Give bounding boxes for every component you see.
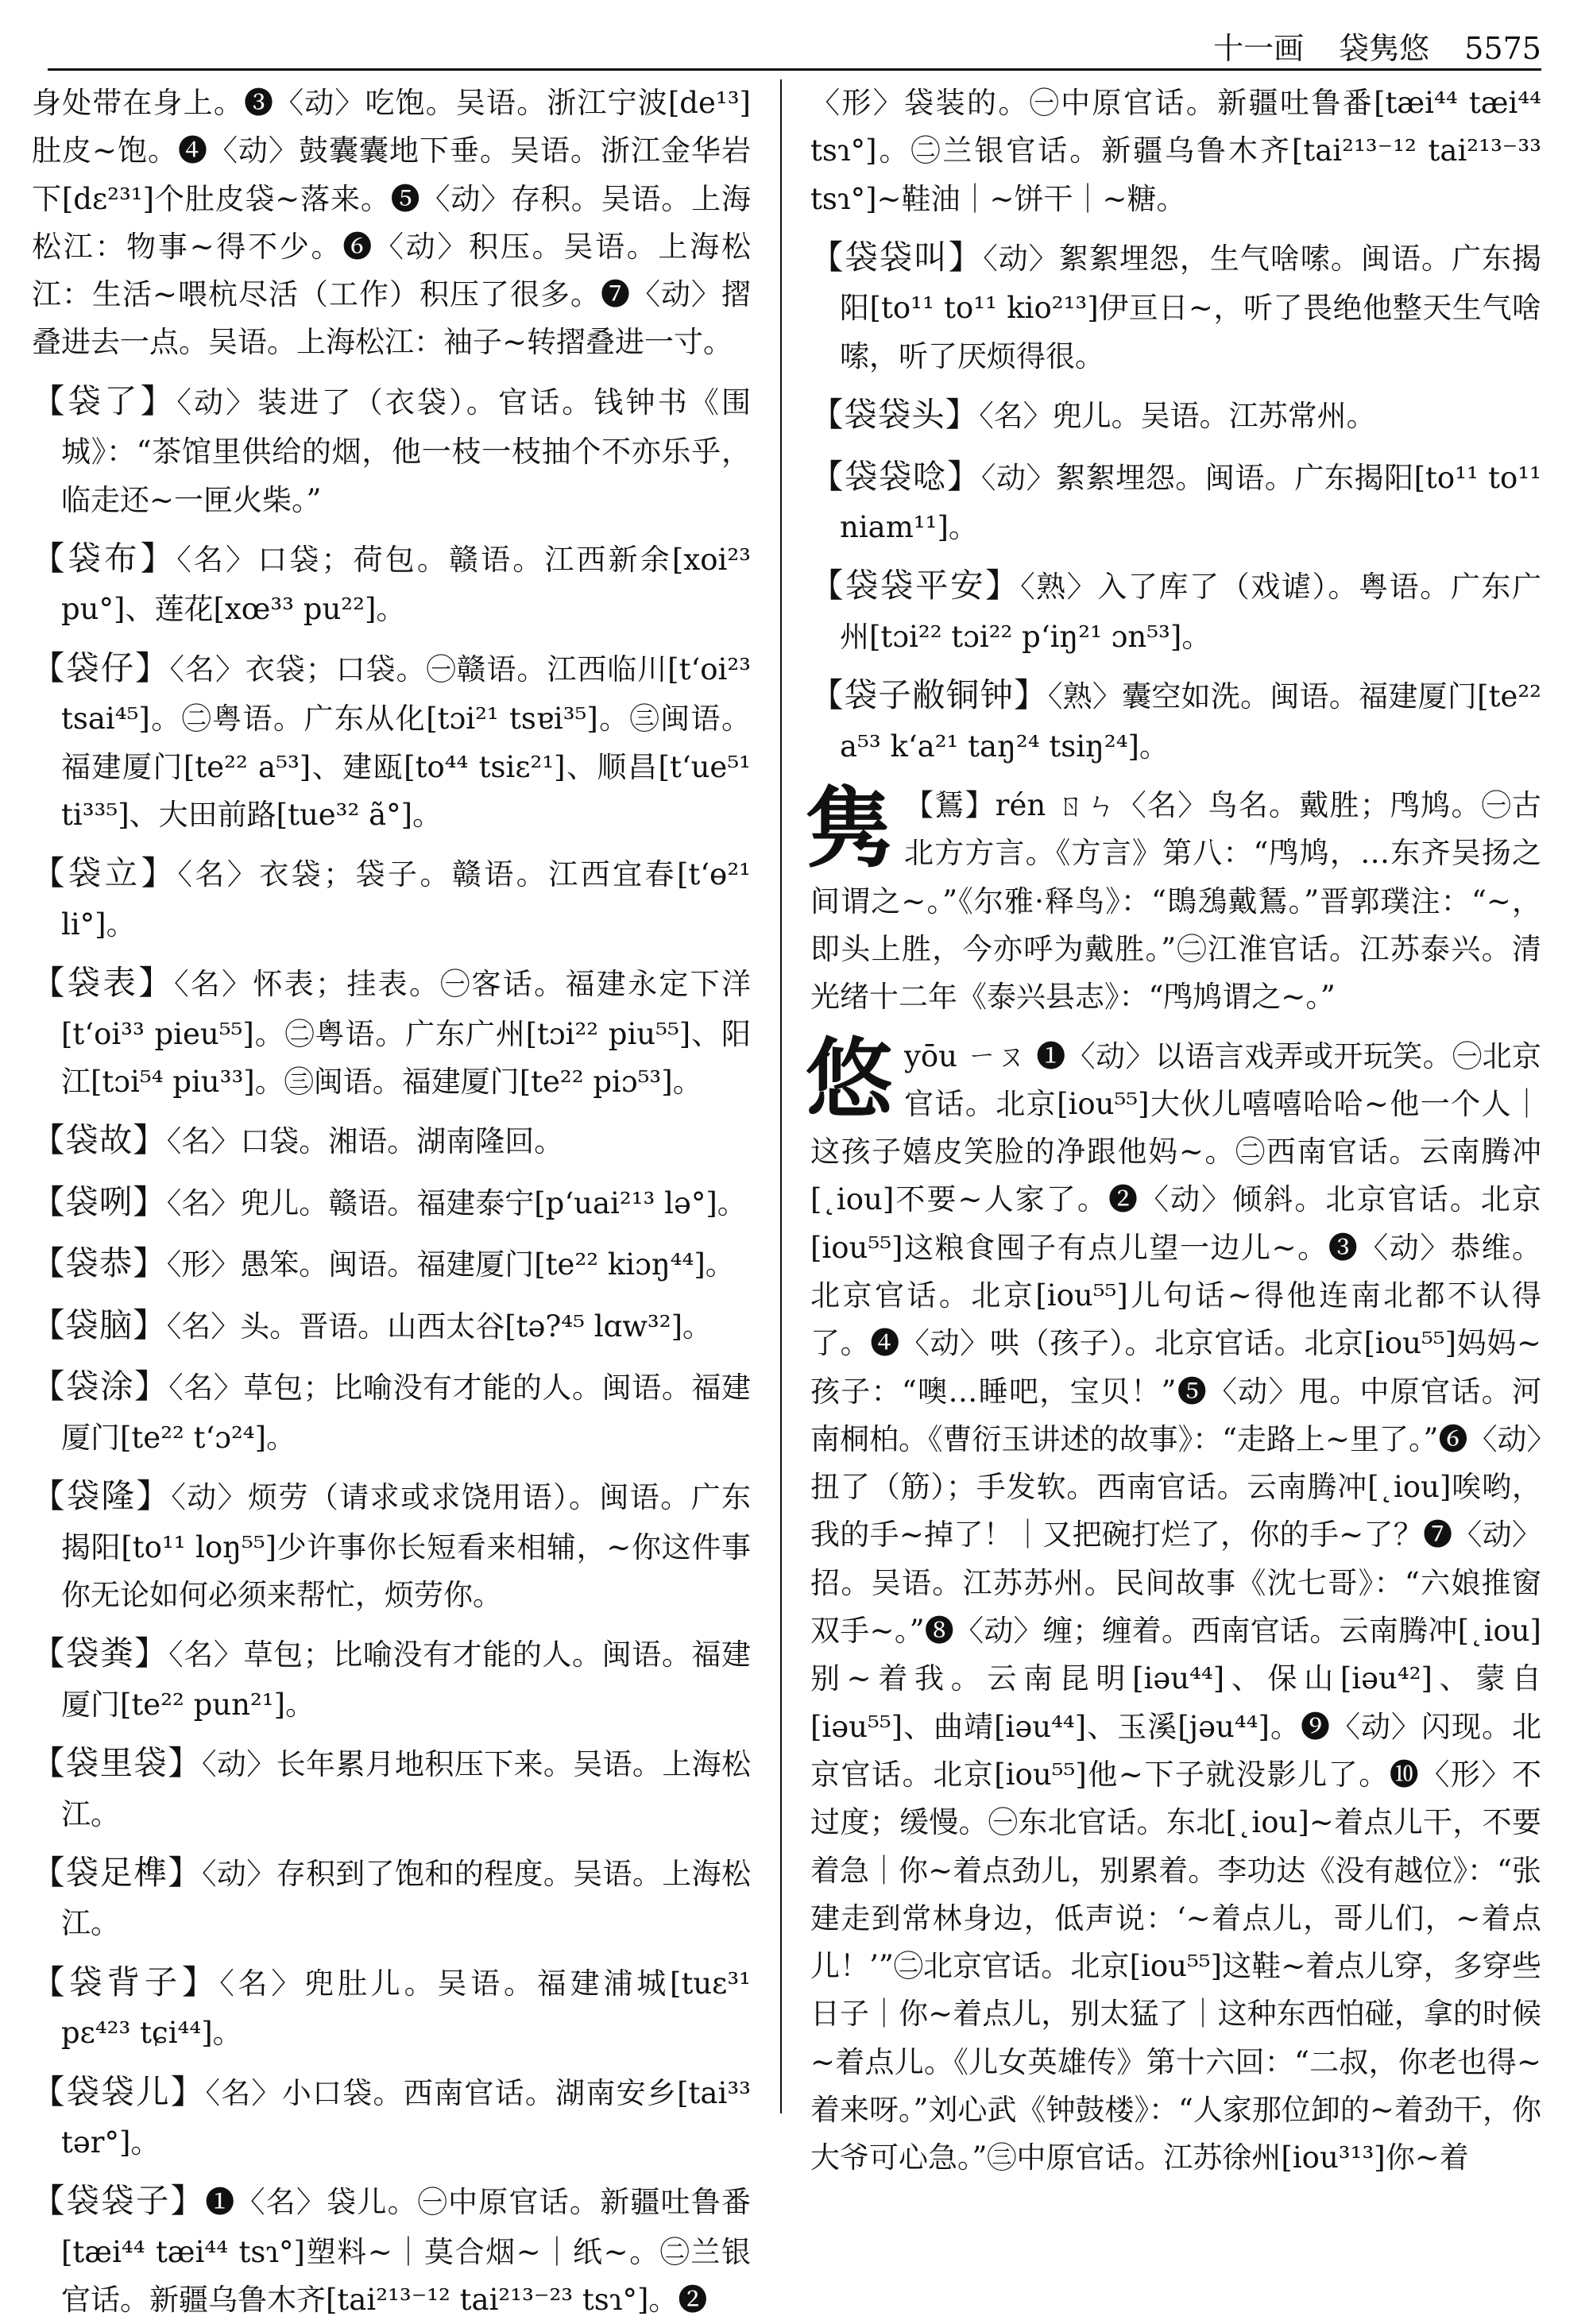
headword: 【袋袋唸】 bbox=[810, 457, 981, 496]
entry-text: 〈名〉衣袋；袋子。赣语。江西宜春[t‘ɵ²¹ li°]。 bbox=[61, 857, 751, 942]
dictionary-entry bbox=[32, 1846, 751, 1948]
entry-text: 〈动〉长年累月地积压下来。吴语。上海松江。 bbox=[61, 1747, 752, 1831]
entry-text: 〈动〉絮絮埋怨。闽语。广东揭阳[to¹¹ to¹¹ niam¹¹]。 bbox=[840, 460, 1541, 545]
dictionary-entry bbox=[32, 375, 751, 524]
entry-text: 〈形〉袋装的。㊀中原官话。新疆吐鲁番[tæi⁴⁴ tæi⁴⁴ tsɿ°]。㊁兰银官话。新疆乌鲁木齐[tai²¹³⁻¹² tai²¹³⁻³³ tsɿ°]~鞋油｜~饼干｜~糖。 bbox=[810, 86, 1541, 216]
dictionary-entry bbox=[32, 1176, 751, 1230]
headword: 【袋立】 bbox=[32, 854, 178, 893]
headword: 【袋里袋】 bbox=[32, 1744, 202, 1783]
entry-text: 〈名〉草包；比喻没有才能的人。闽语。福建厦门[te²² t‘ɔ²⁴]。 bbox=[61, 1371, 752, 1455]
entry-text: 〈动〉装进了（衣袋）。官话。钱钟书《围城》：“茶馆里供给的烟，他一枝一枝抽个不亦乐乎，临走还~一匣火柴。” bbox=[61, 385, 752, 517]
header-section: 十一画 bbox=[1213, 31, 1305, 66]
entry-text: 〈动〉絮絮埋怨，生气啥嗦。闽语。广东揭阳[to¹¹ to¹¹ kio²¹³]伊亘日~，听了畏绝他整天生气啥嗦，听了厌烦得很。 bbox=[840, 241, 1542, 373]
dictionary-entry bbox=[32, 2175, 751, 2324]
headword: 【袋脑】 bbox=[32, 1305, 167, 1344]
entry-text: 【鵟】rén ㄖㄣ〈名〉鸟名。戴胜；鸤鸠。㊀古北方方言。《方言》第八：“鸤鸠，…东齐吴扬之间谓之~。”《尔雅·释鸟》：“鵖鴔戴鵟。”晋郭璞注：“~，即头上胜，今亦呼为戴胜。”㊁江淮官话。江苏泰兴。清光绪十二年《泰兴县志》：“鸤鸠谓之~。” bbox=[810, 788, 1541, 1015]
headword: 【袋袋平安】 bbox=[810, 566, 1021, 605]
headword: 【袋袋叫】 bbox=[810, 238, 984, 276]
character-entry bbox=[806, 1027, 1541, 2183]
entry-text: 〈名〉兜儿。吴语。江苏常州。 bbox=[979, 399, 1376, 434]
headword: 【袋咧】 bbox=[32, 1182, 167, 1221]
entry-text: 〈名〉怀表；挂表。㊀客话。福建永定下洋[t‘oi³³ pieu⁵⁵]。㊁粤语。广东广州[tɔi²² piu⁵⁵]、阳江[tɔi⁵⁴ piu³³]。㊂闽语。福建厦门[te²² piɔ⁵³]。 bbox=[61, 966, 752, 1099]
entry-text: 〈名〉口袋。湘语。湖南隆回。 bbox=[166, 1124, 564, 1159]
dictionary-entry bbox=[32, 1114, 751, 1168]
header-chars: 袋隽悠 bbox=[1339, 31, 1430, 66]
dictionary-entry bbox=[810, 231, 1541, 381]
headword: 【袋表】 bbox=[32, 963, 174, 1002]
headword: 【袋袋子】 bbox=[32, 2182, 206, 2221]
headword: 【袋粪】 bbox=[32, 1634, 169, 1673]
entry-text: 〈形〉愚笨。闽语。福建厦门[te²² kiɔŋ⁴⁴]。 bbox=[166, 1247, 735, 1282]
entry-text: 〈熟〉入了库了（戏谑）。粤语。广东广州[tɔi²² tɔi²² p‘iŋ²¹ ɔn⁵³]。 bbox=[840, 570, 1542, 654]
column-divider bbox=[780, 79, 782, 2113]
dictionary-entry bbox=[810, 669, 1541, 771]
dictionary-entry bbox=[810, 79, 1541, 223]
dictionary-entry bbox=[32, 79, 751, 367]
head-character: 隽 bbox=[806, 777, 893, 880]
headword: 【袋子敝铜钟】 bbox=[810, 676, 1048, 715]
page-number: 5575 bbox=[1464, 31, 1541, 66]
dictionary-entry bbox=[32, 1737, 751, 1839]
character-entry bbox=[806, 777, 1541, 1021]
entry-text: ❶〈名〉袋儿。㊀中原官话。新疆吐鲁番[tæi⁴⁴ tæi⁴⁴ tsɿ°]塑料~｜莫合烟~｜纸~。㊁兰银官话。新疆乌鲁木齐[tai²¹³⁻¹² tai²¹³⁻²³ tsɿ°]。❷ bbox=[61, 2185, 751, 2318]
dictionary-entry bbox=[810, 450, 1541, 552]
headword: 【袋袋儿】 bbox=[32, 2072, 206, 2111]
left-column bbox=[32, 79, 752, 2318]
dictionary-entry bbox=[32, 1299, 751, 1353]
headword: 【袋背子】 bbox=[32, 1962, 220, 2001]
head-character: 悠 bbox=[806, 1027, 893, 1131]
dictionary-entry bbox=[32, 1470, 751, 1619]
entry-text: 〈动〉存积到了饱和的程度。吴语。上海松江。 bbox=[61, 1856, 752, 1941]
headword: 【袋仔】 bbox=[32, 648, 170, 687]
headword: 【袋了】 bbox=[32, 381, 177, 420]
header-rule bbox=[48, 68, 1541, 71]
dictionary-entry bbox=[32, 642, 751, 839]
entry-text: 〈名〉口袋；荷包。赣语。江西新余[xoi²³ pu°]、莲花[xœ³³ pu²²]。 bbox=[61, 542, 752, 627]
dictionary-entry bbox=[810, 559, 1541, 661]
dictionary-entry bbox=[32, 847, 751, 949]
headword: 【袋故】 bbox=[32, 1121, 167, 1160]
dictionary-entry bbox=[32, 2066, 751, 2167]
entry-text: 身处带在身上。❸〈动〉吃饱。吴语。浙江宁波[de¹³]肚皮~饱。❹〈动〉鼓囊囊地下垂。吴语。浙江金华岩下[dɛ²³¹]个肚皮袋~落来。❺〈动〉存积。吴语。上海松江：物事~得不少。❻〈动〉积压。吴语。上海松江：生活~喂杭尽活（工作）积压了很多。❼〈动〉摺叠进去一点。吴语。上海松江：袖子~转摺叠进一寸。 bbox=[32, 86, 751, 360]
dictionary-entry bbox=[32, 532, 751, 634]
entry-text: 〈熟〉囊空如洗。闽语。福建厦门[te²² a⁵³ k‘a²¹ taŋ²⁴ tsiŋ²⁴]。 bbox=[840, 679, 1542, 764]
dictionary-entry bbox=[32, 1956, 751, 2058]
headword: 【袋袋头】 bbox=[810, 396, 980, 435]
dictionary-entry bbox=[32, 1627, 751, 1729]
dictionary-entry bbox=[32, 957, 751, 1106]
entry-text: 〈名〉草包；比喻没有才能的人。闽语。福建厦门[te²² pun²¹]。 bbox=[61, 1638, 752, 1722]
entry-text: 〈名〉小口袋。西南官话。湖南安乡[tai³³ tər°]。 bbox=[61, 2075, 751, 2160]
headword: 【袋足榫】 bbox=[32, 1853, 202, 1892]
headword: 【袋恭】 bbox=[32, 1244, 167, 1283]
right-column bbox=[806, 79, 1542, 2175]
dictionary-entry bbox=[810, 389, 1541, 443]
headword: 【袋隆】 bbox=[32, 1477, 172, 1516]
dictionary-entry bbox=[32, 1237, 751, 1291]
headword: 【袋涂】 bbox=[32, 1367, 169, 1406]
entry-text: 〈动〉烦劳（请求或求饶用语）。闽语。广东揭阳[to¹¹ loŋ⁵⁵]少许事你长短看来相辅，~你这件事你无论如何必须来帮忙，烦劳你。 bbox=[61, 1480, 751, 1612]
entry-text: 〈名〉衣袋；口袋。㊀赣语。江西临川[t‘oi²³ tsai⁴⁵]。㊁粤语。广东从化[tɔi²¹ tsɐi³⁵]。㊂闽语。福建厦门[te²² a⁵³]、建瓯[to⁴⁴ tsiɛ²¹]、顺昌[t‘ue⁵¹ ti³³⁵]、大田前路[tue³² ã°]。 bbox=[61, 652, 751, 832]
entry-text: 〈名〉兜儿。赣语。福建泰宁[p‘uai²¹³ lə°]。 bbox=[166, 1185, 747, 1220]
headword: 【袋布】 bbox=[32, 539, 177, 578]
dictionary-entry bbox=[32, 1360, 751, 1462]
entry-text: 〈名〉头。晋语。山西太谷[tə?⁴⁵ lɑw³²]。 bbox=[166, 1309, 713, 1344]
entry-text: 〈名〉兜肚儿。吴语。福建浦城[tuɛ³¹ pɛ⁴²³ tɕi⁴⁴]。 bbox=[61, 1966, 752, 2051]
entry-text: yōu ㄧㄡ ❶〈动〉以语言戏弄或开玩笑。㊀北京官话。北京[iou⁵⁵]大伙儿嘻嘻哈哈~他一个人｜这孩子嬉皮笑脸的净跟他妈~。㊁西南官话。云南腾冲[˛iou]不要~人家了。❷〈动〉倾斜。北京官话。北京[iou⁵⁵]这粮食囤子有点儿望一边儿~。❸〈动〉恭维。北京官话。北京[iou⁵⁵]儿句话~得他连南北都不认得了。❹〈动〉哄（孩子）。北京官话。北京[iou⁵⁵]妈妈~孩子：“噢…睡吧，宝贝！”❺〈动〉甩。中原官话。河南桐柏。《曹衍玉讲述的故事》：“走路上~里了。”❻〈动〉扭了（筋）；手发软。西南官话。云南腾冲[˛iou]唉哟，我的手~掉了！｜又把碗打烂了，你的手~了？❼〈动〉招。吴语。江苏苏州。民间故事《沈七哥》：“六娘推窗双手~。”❽〈动〉缠；缠着。西南官话。云南腾冲[˛iou]别~着我。云南昆明[iəu⁴⁴]、保山[iəu⁴²]、蒙自[iəu⁵⁵]、曲靖[iəu⁴⁴]、玉溪[jəu⁴⁴]。❾〈动〉闪现。北京官话。北京[iou⁵⁵]他~下子就没影儿了。❿〈形〉不过度；缓慢。㊀东北官话。东北[˛iou]~着点儿干，不要着急｜你~着点劲儿，别累着。李功达《没有越位》：“张建走到常林身边，低声说：‘~着点儿，哥儿们，~着点儿！’”㊁北京官话。北京[iou⁵⁵]这鞋~着点儿穿，多穿些日子｜你~着点儿，别太猛了｜这种东西怕碰，拿的时候~着点儿。《儿女英雄传》第十六回：“二叔，你老也得~着来呀。”刘心武《钟鼓楼》：“人家那位卸的~着劲干，你大爷可心急。”㊂中原官话。江苏徐州[iou³¹³]你~着 bbox=[810, 1038, 1541, 2175]
page-header bbox=[48, 24, 1541, 64]
